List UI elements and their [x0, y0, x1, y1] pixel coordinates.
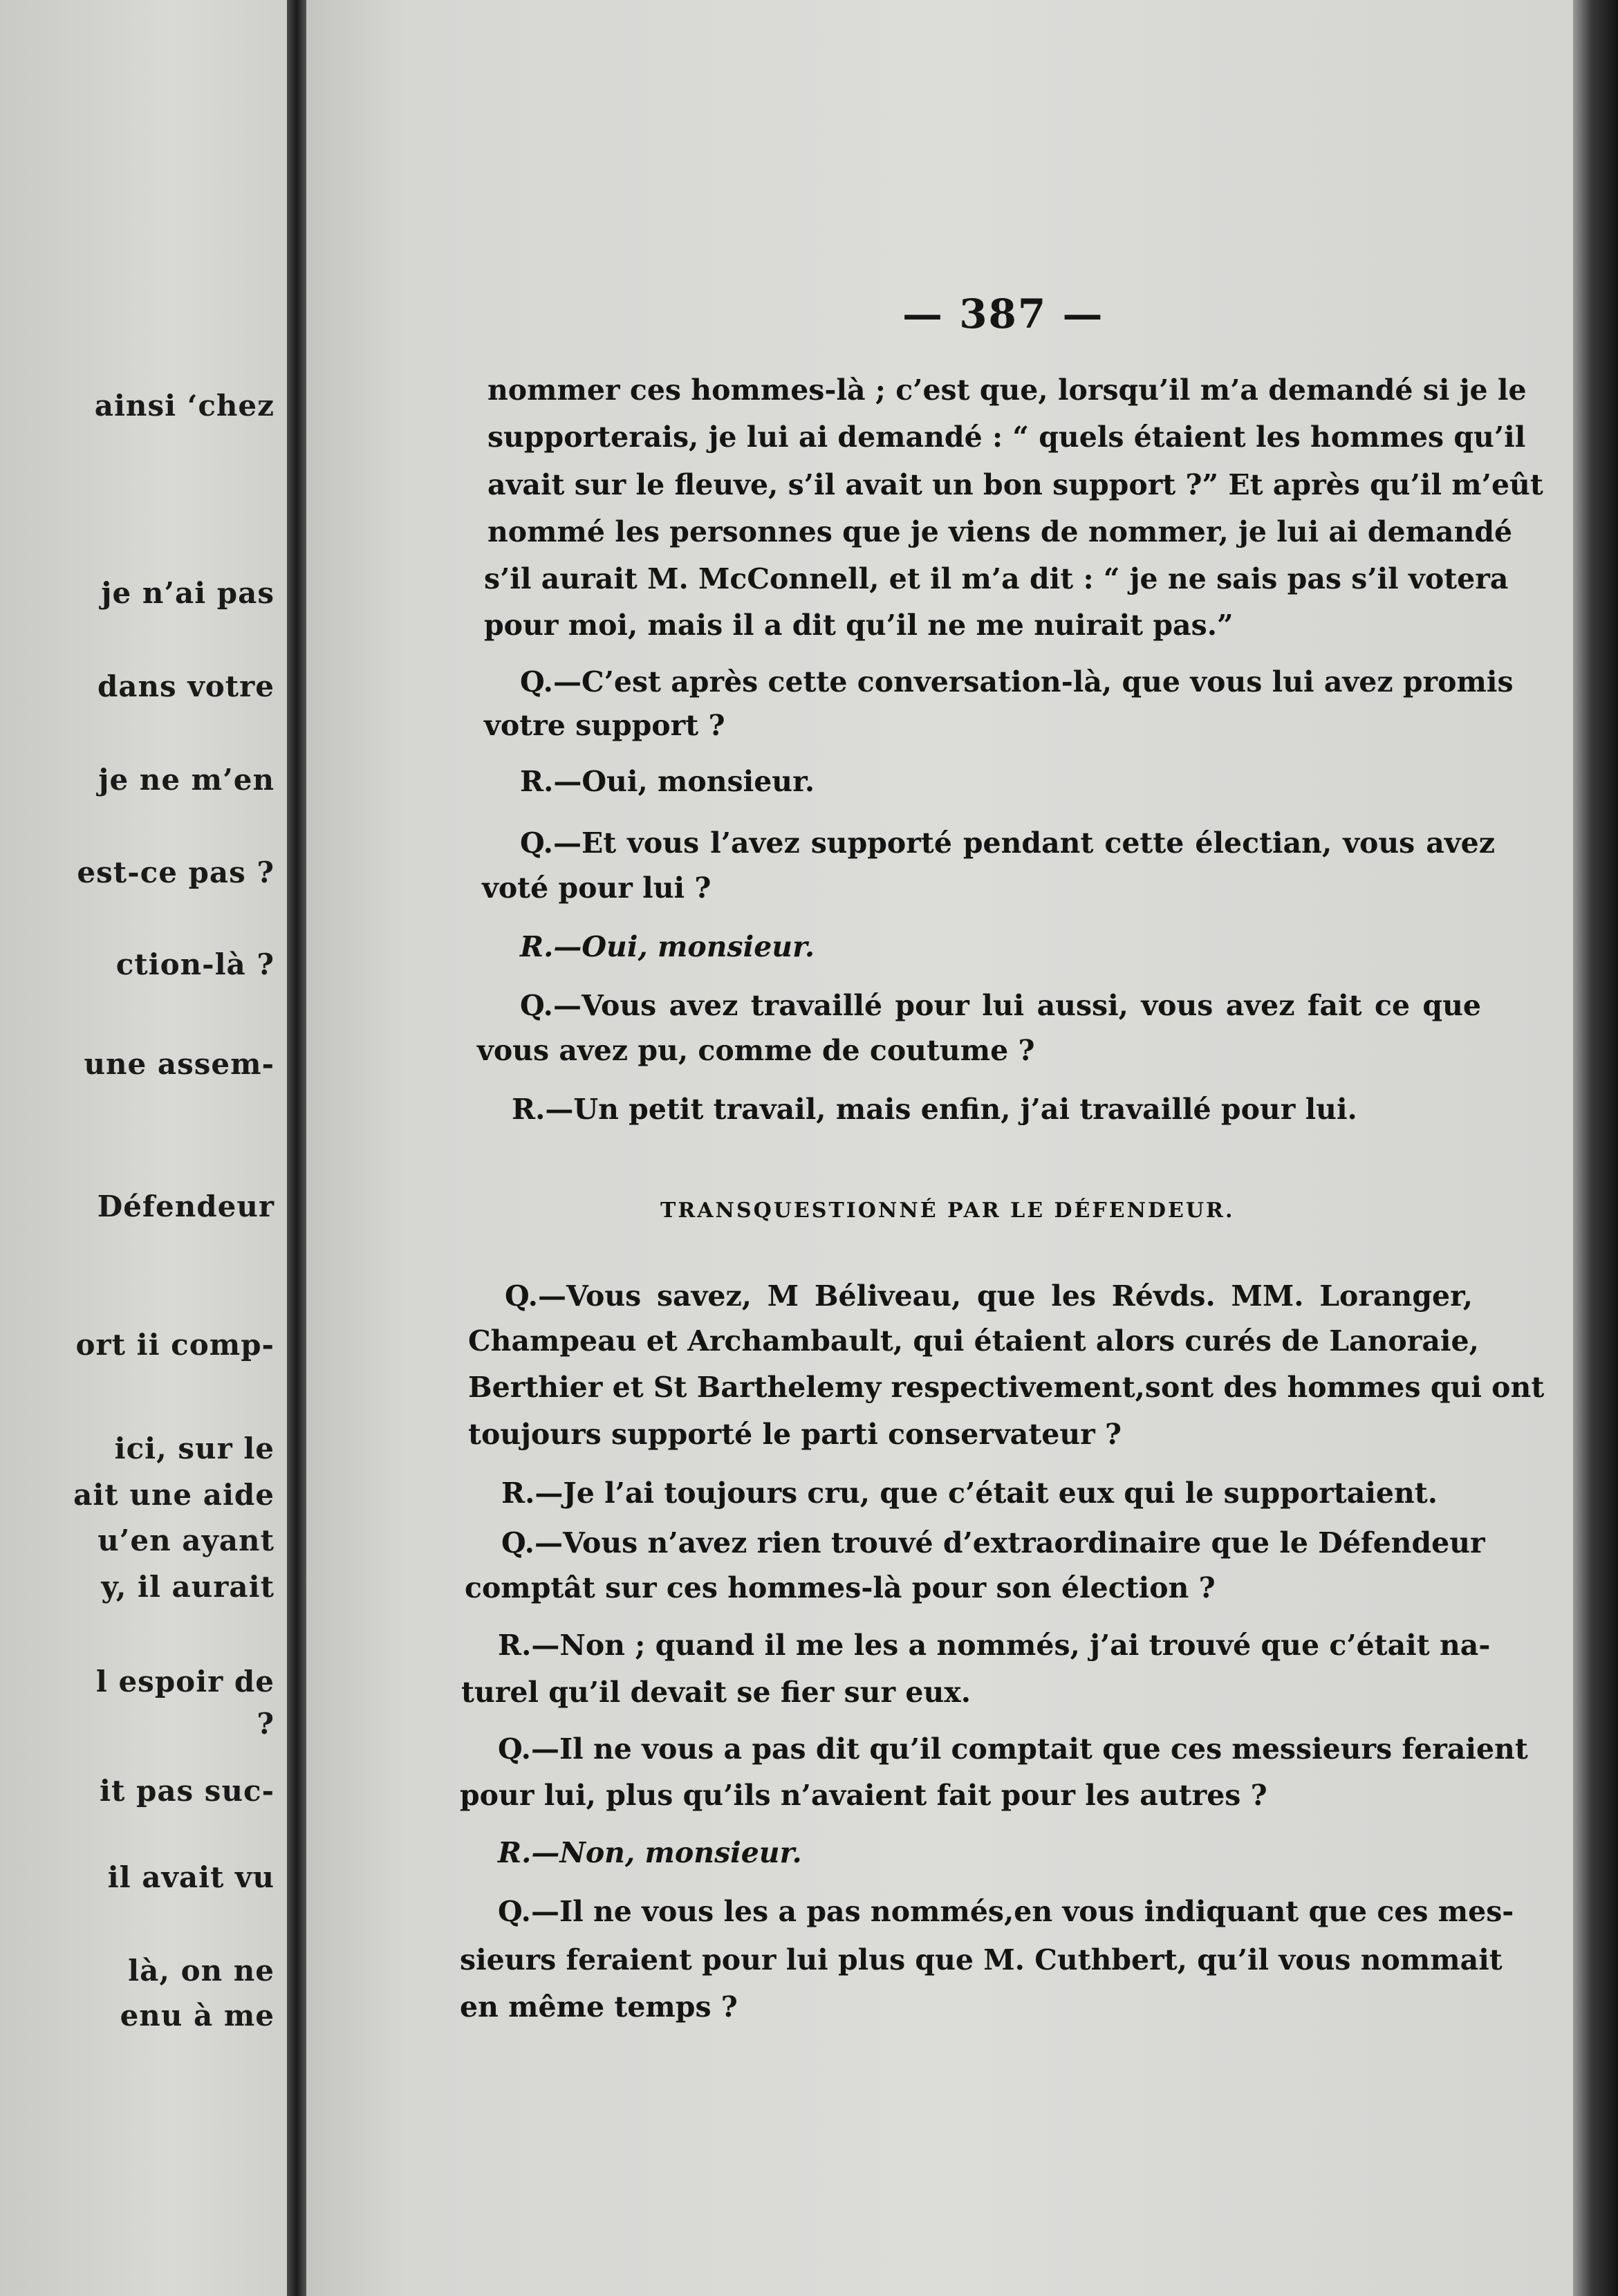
text-line: vous avez pu, comme de coutume ?	[477, 1034, 1035, 1067]
text-line: nommer ces hommes-là ; c’est que, lorsqu’il m’a demandé si je le	[487, 373, 1527, 407]
left-margin-line: ?	[257, 1707, 275, 1741]
question-line: Q.—Il ne vous a pas dit qu’il comptait que ces messieurs feraient	[498, 1732, 1528, 1766]
question-line: Q.—Vous savez, M Béliveau, que les Révds. MM. Loranger,	[505, 1279, 1473, 1313]
left-margin-line: est-ce pas ?	[77, 855, 275, 889]
left-margin-line: ici, sur le	[114, 1432, 275, 1465]
text-line: comptât sur ces hommes-là pour son élection ?	[465, 1571, 1216, 1604]
left-margin-line: y, il aurait	[101, 1570, 275, 1604]
left-margin-line: ainsi ‘chez	[94, 389, 275, 423]
text-line: votre support ?	[484, 709, 725, 742]
left-margin-line: it pas suc-	[99, 1774, 275, 1808]
question-line: Q.—Vous avez travaillé pour lui aussi, vous avez fait ce que	[520, 989, 1481, 1022]
text-line: en même temps ?	[460, 1990, 738, 2024]
question-line: Q.—C’est après cette conversation-là, que vous lui avez promis	[520, 665, 1514, 698]
left-margin-line: Défendeur	[97, 1189, 275, 1223]
text-line: supporterais, je lui ai demandé : “ quels étaient les hommes qu’il	[487, 420, 1526, 454]
text-line: avait sur le fleuve, s’il avait un bon support ?” Et après qu’il m’eût	[487, 468, 1543, 501]
answer-line: R.—Non, monsieur.	[498, 1836, 802, 1869]
answer-line: R.—Un petit travail, mais enfin, j’ai travaillé pour lui.	[512, 1093, 1357, 1126]
left-margin-line: u’en ayant	[97, 1524, 275, 1557]
text-line: sieurs feraient pour lui plus que M. Cuthbert, qu’il vous nommait	[460, 1943, 1503, 1976]
left-margin-line: l espoir de	[95, 1665, 275, 1698]
text-line: s’il aurait M. McConnell, et il m’a dit : “ je ne sais pas s’il votera	[484, 562, 1509, 595]
text-line: Champeau et Archambault, qui étaient alors curés de Lanoraie,	[468, 1324, 1479, 1358]
answer-line: R.—Oui, monsieur.	[520, 765, 815, 798]
left-margin-line: je ne m’en	[98, 763, 275, 797]
left-margin-line: enu à me	[120, 1999, 275, 2033]
left-margin-line: ction-là ?	[115, 947, 275, 981]
answer-line: R.—Non ; quand il me les a nommés, j’ai trouvé que c’était na-	[498, 1629, 1491, 1662]
page-number: — 387 —	[902, 290, 1104, 337]
left-margin-line: une assem-	[84, 1047, 275, 1081]
text-line: pour moi, mais il a dit qu’il ne me nuirait pas.”	[484, 609, 1234, 642]
text-line: toujours supporté le parti conservateur ?	[468, 1418, 1122, 1451]
left-margin-line: je n’ai pas	[101, 576, 275, 610]
left-margin-line: là, on ne	[128, 1954, 275, 1988]
text-line: pour lui, plus qu’ils n’avaient fait pour les autres ?	[460, 1779, 1267, 1812]
question-line: Q.—Il ne vous les a pas nommés,en vous indiquant que ces mes-	[498, 1895, 1514, 1928]
answer-line: R.—Je l’ai toujours cru, que c’était eux qui le supportaient.	[501, 1476, 1438, 1510]
text-line: voté pour lui ?	[482, 871, 712, 905]
scan-right-edge	[1573, 0, 1618, 2296]
answer-line: R.—Oui, monsieur.	[520, 930, 815, 963]
section-title: TRANSQUESTIONNÉ PAR LE DÉFENDEUR.	[660, 1198, 1235, 1223]
question-line: Q.—Vous n’avez rien trouvé d’extraordinaire que le Défendeur	[501, 1526, 1485, 1559]
book-gutter	[287, 0, 306, 2296]
text-line: nommé les personnes que je viens de nommer, je lui ai demandé	[487, 515, 1513, 548]
left-margin-line: dans votre	[97, 669, 275, 703]
left-margin-line: ort ii comp-	[75, 1328, 275, 1362]
text-line: Berthier et St Barthelemy respectivement,sont des hommes qui ont	[468, 1371, 1545, 1404]
left-page	[0, 0, 287, 2296]
left-margin-line: il avait vu	[107, 1860, 275, 1894]
text-line: turel qu’il devait se fier sur eux.	[461, 1676, 971, 1709]
left-margin-line: ait une aide	[73, 1478, 275, 1512]
question-line: Q.—Et vous l’avez supporté pendant cette électian, vous avez	[520, 826, 1495, 860]
